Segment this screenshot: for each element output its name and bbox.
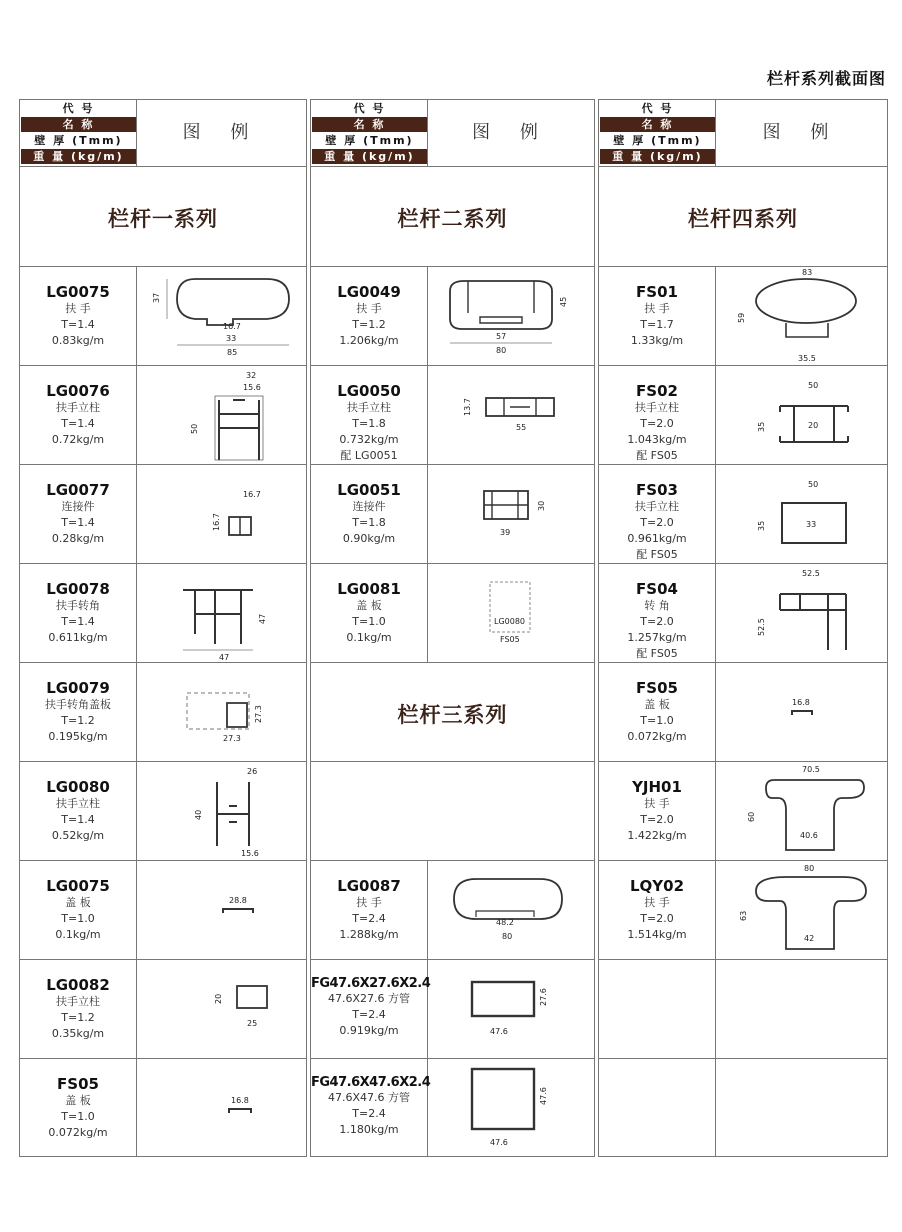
profile-code: LG0077 xyxy=(46,481,110,499)
dim-width: 47.6 xyxy=(490,1027,508,1036)
label-code: 代 号 xyxy=(641,102,674,115)
label-thickness: 壁 厚 (Tmm) xyxy=(34,134,123,147)
profile-weight: 0.072kg/m xyxy=(48,1126,108,1139)
profile-name: 扶手立柱 xyxy=(56,995,100,1008)
profile-drawing xyxy=(137,762,306,861)
profile-name: 扶 手 xyxy=(356,302,382,315)
profile-drawing xyxy=(716,267,887,366)
dim-height: 40 xyxy=(194,809,203,820)
profile-thickness: T=2.0 xyxy=(640,615,674,628)
profile-weight: 1.33kg/m xyxy=(630,334,684,347)
column-header xyxy=(599,100,887,167)
profile-weight: 0.90kg/m xyxy=(342,532,396,545)
dim-slot: 16.7 xyxy=(223,322,241,331)
profile-row xyxy=(311,266,594,366)
profile-thickness: T=1.4 xyxy=(61,516,95,529)
dim-width: 80 xyxy=(502,932,513,941)
profile-weight: 0.072kg/m xyxy=(627,730,687,743)
dim-slot: 15.6 xyxy=(241,849,259,858)
profile-name: 盖 板 xyxy=(65,1094,91,1107)
dim-height: 52.5 xyxy=(757,618,766,636)
profile-name: 47.6X27.6 方管 xyxy=(327,992,411,1005)
dim-width: 50 xyxy=(808,480,819,489)
label-code: 代 号 xyxy=(353,102,386,115)
profile-thickness: T=1.4 xyxy=(61,813,95,826)
profile-drawing xyxy=(428,366,594,465)
dim-label-b: FS05 xyxy=(500,635,520,644)
dim-height: 47 xyxy=(258,613,267,624)
profile-code: FG47.6X27.6X2.4 xyxy=(311,976,431,991)
profile-weight: 1.206kg/m xyxy=(339,334,399,347)
profile-drawing xyxy=(137,564,306,663)
profile-name: 扶手转角盖板 xyxy=(45,698,111,711)
dim-width: 16.8 xyxy=(231,1096,249,1105)
profile-weight: 0.195kg/m xyxy=(48,730,108,743)
profile-weight: 0.52kg/m xyxy=(51,829,105,842)
profile-thickness: T=2.4 xyxy=(352,1008,386,1021)
dim-height: 35 xyxy=(757,520,766,531)
dim-width: 26 xyxy=(247,767,258,776)
profile-code: FS02 xyxy=(636,382,678,400)
profile-row xyxy=(20,1058,306,1157)
profile-row xyxy=(20,266,306,366)
profile-code: LG0051 xyxy=(337,481,401,499)
profile-code: LG0082 xyxy=(46,976,110,994)
profile-name: 扶手立柱 xyxy=(347,401,391,414)
profile-drawing xyxy=(716,366,887,465)
profile-row xyxy=(599,860,887,960)
label-code: 代 号 xyxy=(62,102,95,115)
profile-code: FS05 xyxy=(636,679,678,697)
profile-drawing xyxy=(428,267,594,366)
profile-thickness: T=2.4 xyxy=(352,1107,386,1120)
dim-width: 16.8 xyxy=(792,698,810,707)
dim-height: 27.3 xyxy=(254,705,263,723)
dim-height: 50 xyxy=(190,423,199,434)
label-weight: 重 量 (kg/m) xyxy=(600,149,715,164)
dim-width: 47.6 xyxy=(490,1138,508,1147)
profile-drawing xyxy=(137,267,306,366)
series-title: 栏杆二系列 xyxy=(397,207,508,231)
profile-thickness: T=1.7 xyxy=(640,318,674,331)
label-weight: 重 量 (kg/m) xyxy=(312,149,427,164)
profile-weight: 0.83kg/m xyxy=(51,334,105,347)
profile-thickness: T=1.0 xyxy=(61,912,95,925)
profile-row xyxy=(20,365,306,465)
dim-inner: 20 xyxy=(808,421,819,430)
profile-code: FS03 xyxy=(636,481,678,499)
dim-base: 40.6 xyxy=(800,831,818,840)
page-title: 栏杆系列截面图 xyxy=(766,69,886,88)
dim-base: 42 xyxy=(804,934,815,943)
profile-row xyxy=(20,959,306,1059)
dim-width: 70.5 xyxy=(802,765,820,774)
column-series-1 xyxy=(19,99,307,1157)
profile-code: FS01 xyxy=(636,283,678,301)
dim-height: 47.6 xyxy=(539,1087,548,1105)
profile-weight: 0.732kg/m xyxy=(339,433,399,446)
profile-thickness: T=1.0 xyxy=(352,615,386,628)
profile-code: FS04 xyxy=(636,580,678,598)
profile-thickness: T=2.0 xyxy=(640,912,674,925)
profile-drawing xyxy=(137,366,306,465)
profile-weight: 0.961kg/m xyxy=(627,532,687,545)
dim-width: 52.5 xyxy=(802,569,820,578)
label-name: 名 称 xyxy=(312,117,427,132)
label-legend: 图 例 xyxy=(472,122,550,143)
profile-row xyxy=(311,365,594,465)
label-thickness: 壁 厚 (Tmm) xyxy=(613,134,702,147)
profile-weight: 1.180kg/m xyxy=(339,1123,399,1136)
profile-thickness: T=1.2 xyxy=(61,714,95,727)
column-header xyxy=(311,100,594,167)
dim-height: 45 xyxy=(559,296,568,307)
profile-code: LG0049 xyxy=(337,283,401,301)
profile-row xyxy=(599,959,887,1059)
profile-code: LG0050 xyxy=(337,382,401,400)
profile-name: 扶 手 xyxy=(65,302,91,315)
profile-code: LG0078 xyxy=(46,580,110,598)
dim-height: 37 xyxy=(152,292,161,303)
profile-weight: 1.514kg/m xyxy=(627,928,687,941)
dim-width: 39 xyxy=(500,528,511,537)
profile-code: LG0080 xyxy=(46,778,110,796)
profile-thickness: T=1.8 xyxy=(352,516,386,529)
dim-slot: 15.6 xyxy=(243,383,261,392)
profile-thickness: T=1.2 xyxy=(61,1011,95,1024)
profile-drawing xyxy=(716,861,887,960)
column-header xyxy=(20,100,306,167)
label-legend: 图 例 xyxy=(762,122,841,143)
dim-width: 28.8 xyxy=(229,896,247,905)
profile-name: 扶 手 xyxy=(644,797,670,810)
profile-code: FS05 xyxy=(57,1075,99,1093)
dim-label-a: LG0080 xyxy=(494,617,526,626)
profile-row xyxy=(311,1058,594,1157)
profile-code: LG0079 xyxy=(46,679,110,697)
series-title: 栏杆三系列 xyxy=(397,703,508,727)
profile-drawing xyxy=(428,960,594,1059)
profile-drawing xyxy=(428,564,594,663)
profile-drawing xyxy=(137,1059,306,1157)
profile-row xyxy=(599,464,887,564)
profile-drawing xyxy=(137,465,306,564)
dim-width: 83 xyxy=(802,268,813,277)
profile-thickness: T=2.4 xyxy=(352,912,386,925)
dim-width: 85 xyxy=(227,348,238,357)
profile-drawing xyxy=(137,960,306,1059)
profile-weight: 1.043kg/m xyxy=(627,433,687,446)
profile-code: LG0081 xyxy=(337,580,401,598)
dim-height: 63 xyxy=(739,910,748,921)
profile-thickness: T=1.4 xyxy=(61,318,95,331)
label-name: 名 称 xyxy=(600,117,715,132)
profile-note: 配 FS05 xyxy=(636,548,678,561)
profile-drawing xyxy=(716,663,887,762)
profile-drawing xyxy=(716,762,887,861)
profile-note: 配 FS05 xyxy=(636,449,678,462)
dim-height: 35 xyxy=(757,421,766,432)
profile-row xyxy=(20,662,306,762)
profile-row xyxy=(599,365,887,465)
dim-width: 32 xyxy=(246,371,257,380)
label-thickness: 壁 厚 (Tmm) xyxy=(325,134,414,147)
profile-weight: 0.919kg/m xyxy=(339,1024,399,1037)
profile-name: 扶 手 xyxy=(644,302,670,315)
profile-thickness: T=2.0 xyxy=(640,813,674,826)
profile-row xyxy=(20,860,306,960)
dim-base: 33 xyxy=(226,334,237,343)
profile-row xyxy=(311,761,594,861)
profile-row xyxy=(20,761,306,861)
dim-height: 13.7 xyxy=(463,398,472,416)
profile-name: 连接件 xyxy=(61,500,95,513)
dim-width: 47 xyxy=(219,653,230,662)
profile-drawing xyxy=(428,1059,594,1157)
profile-code: FG47.6X47.6X2.4 xyxy=(311,1075,431,1090)
profile-row xyxy=(311,563,594,663)
profile-name: 扶手立柱 xyxy=(635,500,679,513)
dim-width: 80 xyxy=(804,864,815,873)
profile-name: 转 角 xyxy=(644,599,670,612)
profile-row xyxy=(311,860,594,960)
profile-row xyxy=(20,563,306,663)
profile-name: 扶 手 xyxy=(356,896,382,909)
profile-drawing xyxy=(716,465,887,564)
dim-height: 60 xyxy=(747,811,756,822)
profile-thickness: T=2.0 xyxy=(640,417,674,430)
profile-row xyxy=(599,761,887,861)
dim-slot: 48.2 xyxy=(496,918,514,927)
profile-code: LQY02 xyxy=(629,877,685,895)
profile-weight: 1.422kg/m xyxy=(627,829,687,842)
profile-row xyxy=(311,959,594,1059)
profile-thickness: T=1.0 xyxy=(640,714,674,727)
profile-name: 47.6X47.6 方管 xyxy=(327,1091,411,1104)
profile-weight: 0.1kg/m xyxy=(346,631,392,644)
profile-thickness: T=1.8 xyxy=(352,417,386,430)
profile-code: LG0087 xyxy=(337,877,401,895)
label-weight: 重 量 (kg/m) xyxy=(21,149,136,164)
column-series-4 xyxy=(598,99,888,1157)
profile-thickness: T=1.0 xyxy=(61,1110,95,1123)
dim-height: 30 xyxy=(537,500,546,511)
dim-height: 59 xyxy=(737,312,746,323)
profile-name: 扶 手 xyxy=(644,896,670,909)
profile-row xyxy=(599,563,887,663)
profile-thickness: T=2.0 xyxy=(640,516,674,529)
profile-row xyxy=(599,662,887,762)
dim-width: 27.3 xyxy=(223,734,241,743)
dim-base: 35.5 xyxy=(798,354,816,363)
dim-inner: 33 xyxy=(806,520,817,529)
profile-weight: 1.288kg/m xyxy=(339,928,399,941)
profile-name: 盖 板 xyxy=(356,599,382,612)
dim-height: 27.6 xyxy=(539,988,548,1006)
profile-name: 盖 板 xyxy=(644,698,670,711)
dim-width: 55 xyxy=(516,423,527,432)
profile-name: 扶手立柱 xyxy=(635,401,679,414)
column-series-2 xyxy=(310,99,595,1157)
profile-drawing xyxy=(428,861,594,960)
profile-drawing xyxy=(137,861,306,960)
profile-weight: 1.257kg/m xyxy=(627,631,687,644)
dim-width: 25 xyxy=(247,1019,258,1028)
profile-note: 配 LG0051 xyxy=(340,449,398,462)
dim-width: 50 xyxy=(808,381,819,390)
profile-name: 扶手转角 xyxy=(56,599,100,612)
profile-name: 扶手立柱 xyxy=(56,797,100,810)
profile-drawing xyxy=(428,465,594,564)
dim-width: 16.7 xyxy=(243,490,261,499)
series-title: 栏杆四系列 xyxy=(688,207,798,231)
profile-code: LG0076 xyxy=(46,382,110,400)
profile-name: 扶手立柱 xyxy=(56,401,100,414)
profile-name: 连接件 xyxy=(352,500,386,513)
profile-thickness: T=1.2 xyxy=(352,318,386,331)
profile-row xyxy=(311,464,594,564)
dim-width: 80 xyxy=(496,346,507,355)
profile-drawing xyxy=(716,564,887,663)
profile-row xyxy=(20,464,306,564)
profile-weight: 0.611kg/m xyxy=(48,631,108,644)
profile-code: LG0075 xyxy=(46,283,110,301)
profile-note: 配 FS05 xyxy=(636,647,678,660)
profile-weight: 0.28kg/m xyxy=(51,532,105,545)
label-legend: 图 例 xyxy=(182,122,261,143)
profile-weight: 0.35kg/m xyxy=(51,1027,105,1040)
profile-drawing xyxy=(137,663,306,762)
profile-thickness: T=1.4 xyxy=(61,615,95,628)
series-title: 栏杆一系列 xyxy=(108,207,218,231)
profile-row xyxy=(599,266,887,366)
profile-code: YJH01 xyxy=(632,778,682,796)
dim-height: 16.7 xyxy=(212,513,221,531)
dim-height: 20 xyxy=(214,993,223,1004)
profile-weight: 0.72kg/m xyxy=(51,433,105,446)
dim-base: 57 xyxy=(496,332,507,341)
label-name: 名 称 xyxy=(21,117,136,132)
profile-name: 盖 板 xyxy=(65,896,91,909)
profile-row xyxy=(599,1058,887,1157)
profile-thickness: T=1.4 xyxy=(61,417,95,430)
profile-weight: 0.1kg/m xyxy=(55,928,101,941)
profile-code: LG0075 xyxy=(46,877,110,895)
